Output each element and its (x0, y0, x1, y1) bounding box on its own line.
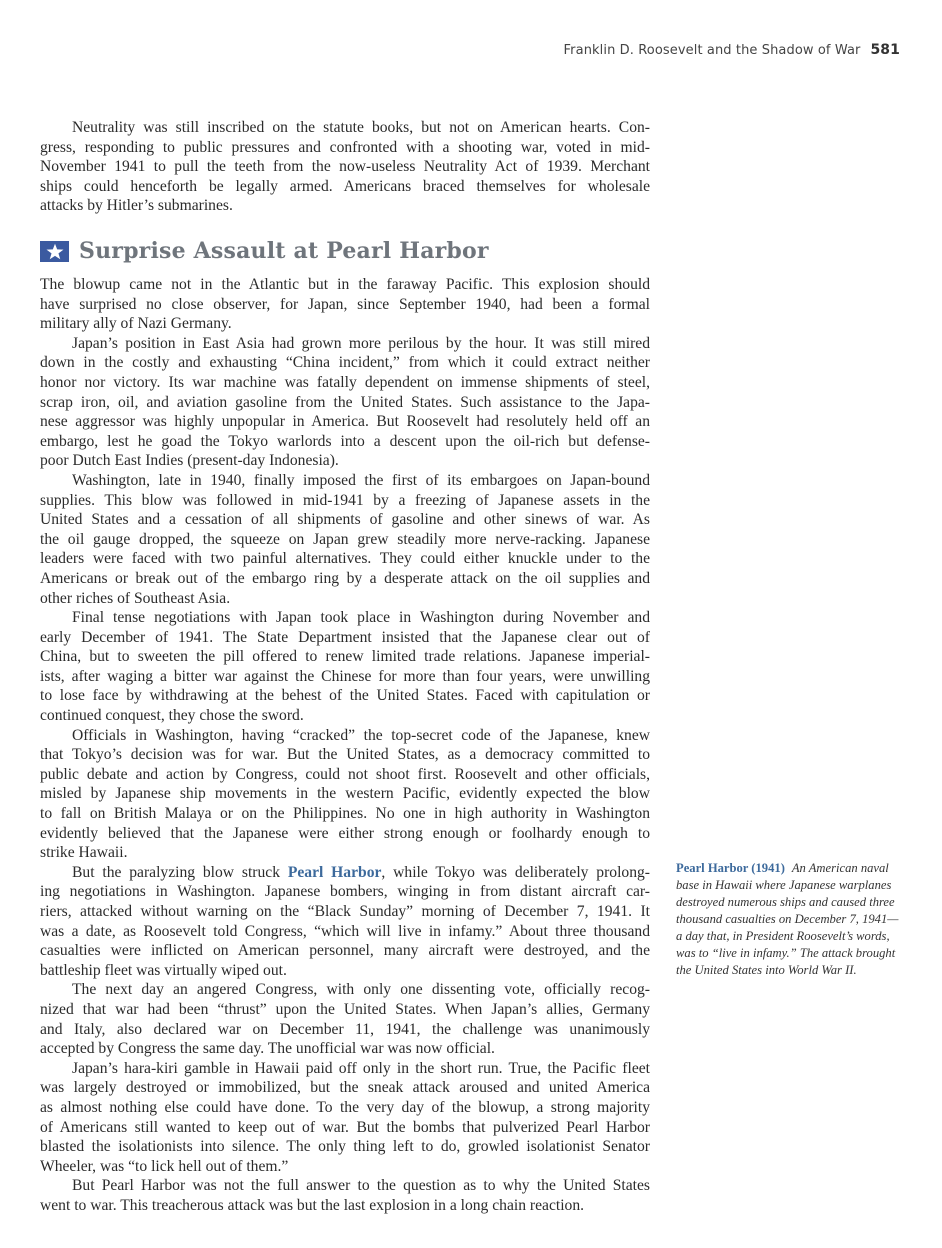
running-head (564, 42, 900, 58)
text-line: military ally of Nazi Germany. (40, 315, 232, 333)
section-title: Surprise Assault at Pearl Harbor (79, 238, 489, 264)
text-line: ists, after waging a bitter war against the Chinese for more than four years, were unwilling (40, 667, 650, 685)
text-line: that Tokyo’s decision was for war. But the United States, as a democracy committed to (40, 746, 650, 764)
text-line: leaders were faced with two painful alternatives. They could either knuckle under to the (40, 550, 650, 568)
text-line: continued conquest, they chose the sword. (40, 707, 304, 725)
text-line: the oil gauge dropped, the squeeze on Japan grew steadily more nerve-racking. Japanese (40, 530, 650, 548)
paragraph (40, 275, 650, 334)
text-line: Officials in Washington, having “cracked” the top-secret code of the Japanese, knew (72, 726, 650, 744)
text-line: was largely destroyed or immobilized, but the sneak attack aroused and united America (40, 1079, 650, 1097)
text-line: Japan’s position in East Asia had grown more perilous by the hour. It was still mired (72, 334, 650, 352)
text-line: China, but to sweeten the pill offered to renew limited trade relations. Japanese imperial- (40, 648, 650, 666)
text-line: public debate and action by Congress, could not shoot first. Roosevelt and other officials, (40, 765, 650, 783)
text-line: to fall on British Malaya or on the Philippines. No one in high authority in Washington (40, 805, 650, 823)
text-line: ing negotiations in Washington. Japanese bombers, winging in from distant aircraft car- (40, 883, 650, 901)
text-line: The blowup came not in the Atlantic but in the faraway Pacific. This explosion should (40, 276, 650, 293)
text-line: poor Dutch East Indies (present-day Indonesia). (40, 452, 339, 470)
text-line: to lose face by withdrawing at the behest of the United States. Faced with capitulation or (40, 687, 650, 705)
text-line: Final tense negotiations with Japan took place in Washington during November and (72, 609, 650, 627)
text-line: other riches of Southeast Asia. (40, 589, 231, 607)
text-line: gress, responding to public pressures and confronted with a shooting war, voted in mid- (40, 138, 650, 156)
text-fragment: But the paralyzing blow struck (72, 863, 288, 881)
text-line: and Italy, also declared war on December 11, 1941, the challenge was unanimously (40, 1020, 650, 1038)
text-line: battleship fleet was virtually wiped out. (40, 961, 287, 979)
text-line: scrap iron, oil, and aviation gasoline from the United States. Such assistance to the Japa- (40, 393, 650, 411)
paragraph (40, 726, 650, 863)
text-line: of Americans still wanted to keep out of war. But the bombs that pulverized Pearl Harbor (40, 1118, 650, 1136)
text-line: ships could henceforth be legally armed. Americans braced themselves for wholesale (40, 177, 650, 195)
text-line: The next day an angered Congress, with only one dissenting vote, officially recog- (72, 981, 650, 999)
text-line: Washington, late in 1940, finally imposed the first of its embargoes on Japan-bound (72, 471, 650, 489)
text-line: early December of 1941. The State Department insisted that the Japanese clear out of (40, 628, 650, 646)
key-term-pearl-harbor[interactable]: Pearl Harbor (287, 863, 382, 881)
glossary-definition: An American naval base in Hawaii where Japanese warplanes destroyed numerous ships and caused three thousand casualties on December 7, 1941—a day that, in President Roosevelt’s words, was to “live in infamy.” The attack brought the United States into World War II. (676, 861, 899, 977)
text-line: evidently believed that the Japanese were either strong enough or foolhardy enough to (40, 824, 650, 842)
text-line: honor nor victory. Its war machine was fatally dependent on immense shipments of steel, (40, 373, 650, 391)
text-line: down in the costly and exhausting “China incident,” from which it could extract neither (40, 354, 650, 372)
text-line: riers, attacked without warning on the “Black Sunday” morning of December 7, 1941. It (40, 903, 650, 920)
glossary-term: Pearl Harbor (1941) (676, 861, 785, 875)
text-line: embargo, lest he goad the Tokyo warlords into a descent upon the oil-rich but defense- (40, 432, 650, 450)
paragraph (40, 1176, 650, 1215)
paragraph (40, 1059, 650, 1177)
section-heading (40, 236, 489, 266)
text-line: United States and a cessation of all shipments of gasoline and other sinews of war. As (40, 511, 650, 529)
text-line: November 1941 to pull the teeth from the now-useless Neutrality Act of 1939. Merchant (40, 158, 650, 176)
text-line: Japan’s hara-kiri gamble in Hawaii paid off only in the short run. True, the Pacific fleet (72, 1059, 650, 1077)
main-body (40, 275, 650, 1216)
paragraph (40, 608, 650, 726)
text-line: But Pearl Harbor was not the full answer to the question as to why the United States (72, 1177, 650, 1195)
text-line: Neutrality was still inscribed on the statute books, but not on American hearts. Con- (72, 119, 650, 136)
paragraph (40, 334, 650, 471)
running-head-title: Franklin D. Roosevelt and the Shadow of War (563, 43, 861, 58)
paragraph (40, 471, 650, 608)
text-line: strike Hawaii. (40, 844, 128, 862)
text-line: nese aggressor was highly unpopular in America. But Roosevelt had resolutely held off an (40, 413, 650, 431)
text-line: attacks by Hitler’s submarines. (40, 197, 233, 215)
text-line: as almost nothing else could have done. To the very day of the blowup, a strong majority (40, 1098, 650, 1116)
text-line: blasted the isolationists into silence. The only thing left to do, growled isolationist Senator (40, 1138, 650, 1156)
text-line: went to war. This treacherous attack was but the last explosion in a long chain reaction. (40, 1196, 585, 1214)
text-line: Americans or break out of the embargo ring by a desperate attack on the oil supplies and (40, 569, 650, 587)
text-line: casualties were inflicted on American personnel, many aircraft were destroyed, and the (40, 942, 650, 960)
text-line (40, 863, 650, 883)
text-line: accepted by Congress the same day. The unofficial war was now official. (40, 1040, 495, 1058)
star-flag-icon (40, 241, 69, 262)
text-line: nized that war had been “thrust” upon the United States. When Japan’s allies, Germany (40, 1000, 650, 1018)
text-line: was a date, as Roosevelt told Congress, “which will live in infamy.” About three thousand (40, 922, 650, 940)
text-line: Wheeler, was “to lick hell out of them.” (40, 1157, 289, 1175)
paragraph (40, 863, 650, 981)
text-line: misled by Japanese ship movements in the western Pacific, evidently expected the blow (40, 785, 650, 803)
margin-glossary (676, 860, 901, 979)
page-number: 581 (870, 42, 900, 58)
text-line: supplies. This blow was followed in mid-1941 by a freezing of Japanese assets in the (40, 491, 650, 509)
text-fragment: , while Tokyo was deliberately prolong- (381, 863, 651, 881)
text-line: have surprised no close observer, for Japan, since September 1940, had been a formal (40, 295, 650, 313)
paragraph (40, 980, 650, 1058)
intro-paragraph (40, 118, 650, 216)
